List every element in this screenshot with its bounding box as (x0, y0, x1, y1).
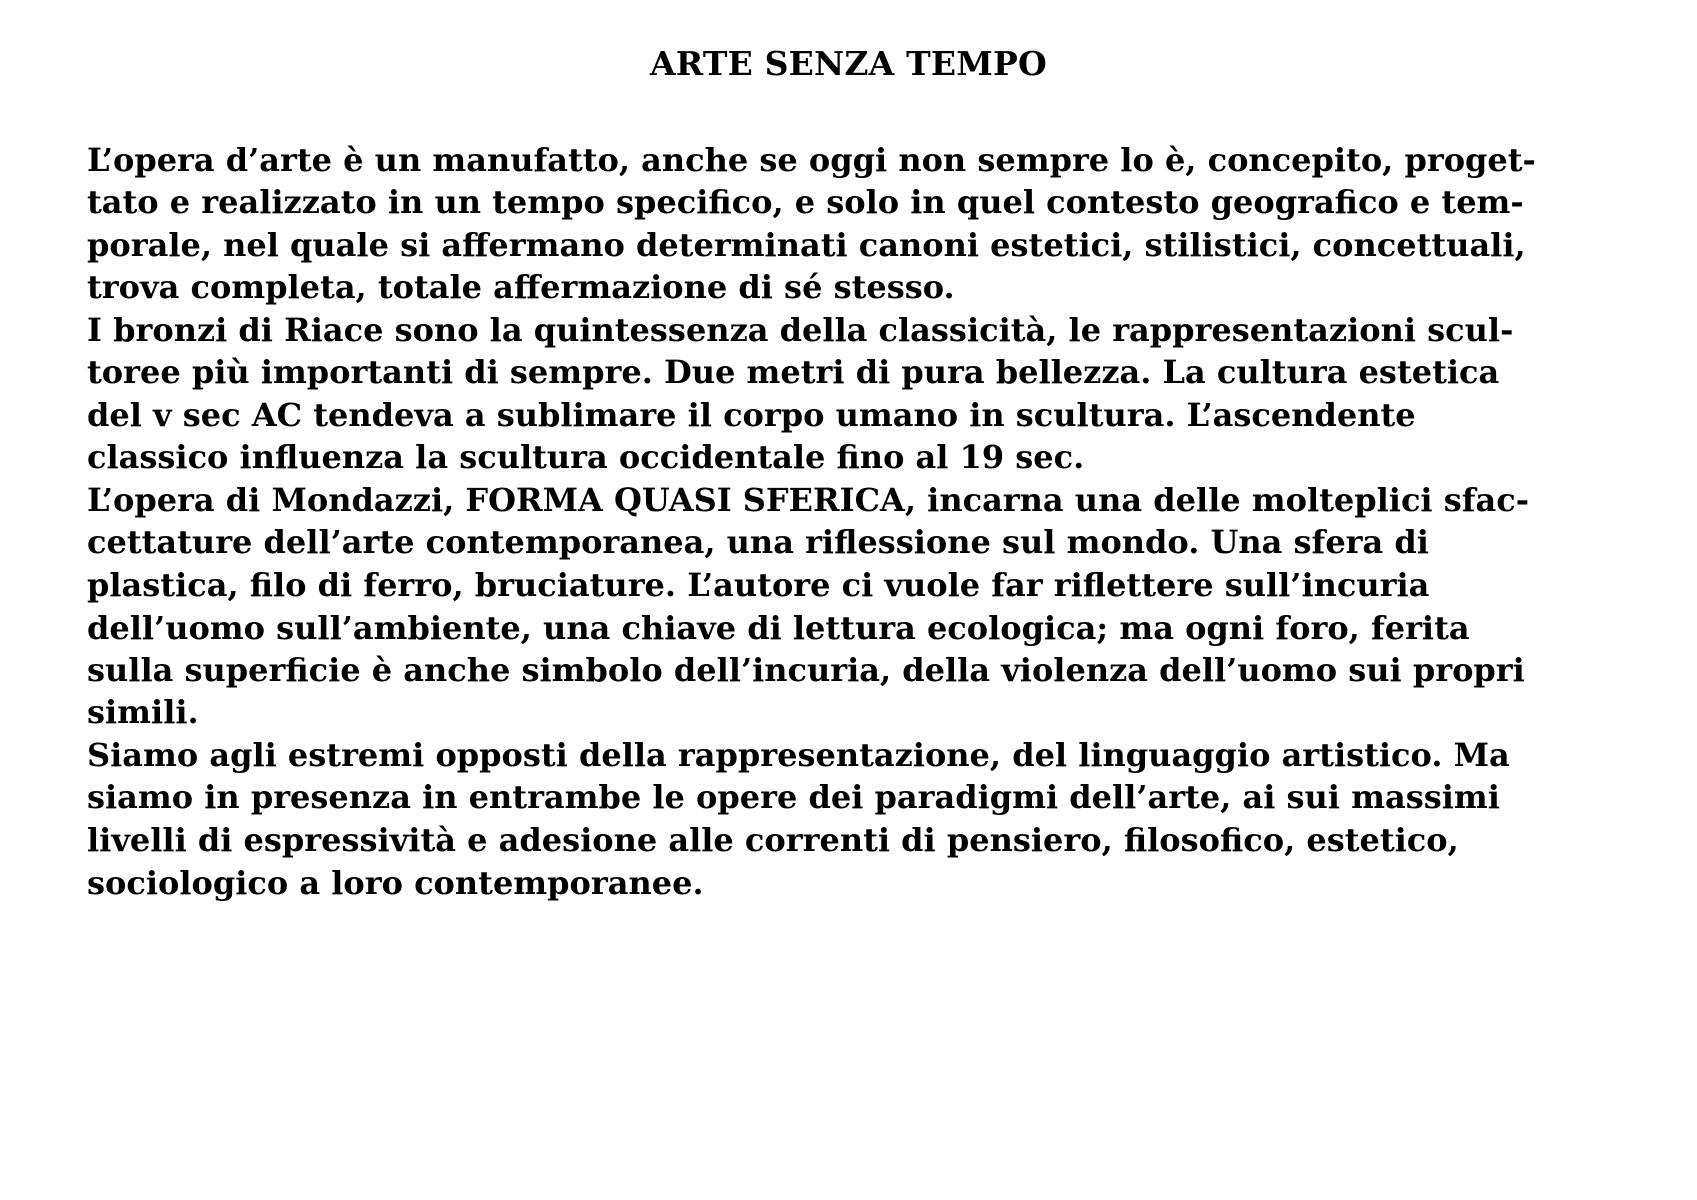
text-line: siamo in presenza in entrambe le opere dei paradigmi dell’arte, ai sui massimi (87, 778, 1500, 816)
text-line: porale, nel quale si affermano determinati canoni estetici, stilistici, concettuali, (87, 226, 1526, 264)
text-line: sociologico a loro contemporanee. (87, 864, 704, 902)
text-line: L’opera d’arte è un manufatto, anche se oggi non sempre lo è, concepito, proget- (87, 141, 1536, 179)
text-line: plastica, filo di ferro, bruciature. L’autore ci vuole far riflettere sull’incuria (87, 566, 1430, 604)
text-line: livelli di espressività e adesione alle correnti di pensiero, filosofico, estetico, (87, 821, 1459, 859)
text-line: tato e realizzato in un tempo specifico, e solo in quel contesto geografico e tem- (87, 183, 1524, 221)
text-line: trova completa, totale affermazione di sé stesso. (87, 268, 955, 306)
text-line: toree più importanti di sempre. Due metri di pura bellezza. La cultura estetica (87, 353, 1500, 391)
page-title: ARTE SENZA TEMPO (650, 44, 1047, 83)
text-line: cettature dell’arte contemporanea, una riflessione sul mondo. Una sfera di (87, 523, 1429, 561)
text-line: classico influenza la scultura occidentale fino al 19 sec. (87, 438, 1085, 476)
text-line: I bronzi di Riace sono la quintessenza della classicità, le rappresentazioni scul- (87, 311, 1514, 349)
text-line: del v sec AC tendeva a sublimare il corpo umano in scultura. L’ascendente (87, 396, 1416, 434)
text-line: dell’uomo sull’ambiente, una chiave di lettura ecologica; ma ogni foro, ferita (87, 609, 1470, 647)
text-line: simili. (87, 693, 199, 731)
text-line: L’opera di Mondazzi, FORMA QUASI SFERICA, incarna una delle molteplici sfac- (87, 481, 1529, 519)
text-line: Siamo agli estremi opposti della rappresentazione, del linguaggio artistico. Ma (87, 736, 1510, 774)
text-line: sulla superficie è anche simbolo dell’incuria, della violenza dell’uomo sui propri (87, 651, 1525, 689)
